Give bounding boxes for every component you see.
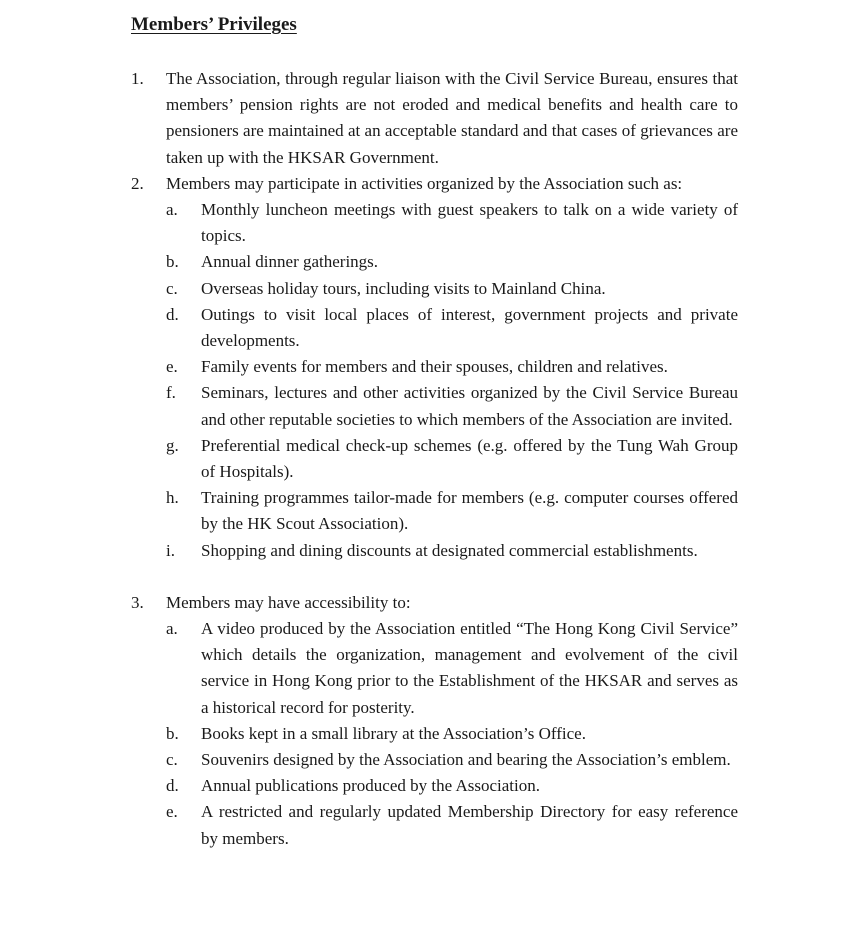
list-item xyxy=(166,721,738,747)
item-text: Souvenirs designed by the Association and bearing the Association’s emblem. xyxy=(201,750,731,770)
list-item xyxy=(166,354,738,380)
item-text: Members may have accessibility to: xyxy=(166,592,411,612)
item-letter: b. xyxy=(166,723,179,743)
item-text: A restricted and regularly updated Membership Directory for easy reference by members. xyxy=(201,802,738,848)
page-title: Members’ Privileges xyxy=(131,14,297,35)
item-text: Overseas holiday tours, including visits to Mainland China. xyxy=(201,278,606,298)
list-item xyxy=(166,616,738,721)
section-spacer xyxy=(131,564,738,590)
item-number: 2. xyxy=(131,173,144,193)
list-item xyxy=(166,380,738,432)
activities-sublist xyxy=(131,197,738,564)
item-text: Preferential medical check-up schemes (e.g. offered by the Tung Wah Group of Hospitals). xyxy=(201,435,738,482)
item-text: A video produced by the Association entitled “The Hong Kong Civil Service” which details the organization, management and evolvement of the civil service in Hong Kong prior to the Establishment of the HKSAR and serves as a historical record for posterity. xyxy=(201,619,738,717)
item-text: Books kept in a small library at the Association’s Office. xyxy=(201,723,586,743)
item-letter: e. xyxy=(166,357,178,377)
item-number: 1. xyxy=(131,69,144,88)
item-letter: f. xyxy=(166,383,176,403)
item-letter: b. xyxy=(166,252,179,272)
item-text: Annual dinner gatherings. xyxy=(201,252,379,272)
list-item xyxy=(166,747,738,773)
item-text: Monthly luncheon meetings with guest speakers to talk on a wide variety of topics. xyxy=(201,200,738,246)
item-text: Seminars, lectures and other activities organized by the Civil Service Bureau and other reputable societies to which members of the Association are invited. xyxy=(201,383,738,429)
item-text: Members may participate in activities organized by the Association such as: xyxy=(166,173,683,193)
accessibility-sublist xyxy=(131,616,738,852)
list-item xyxy=(166,433,738,485)
list-item xyxy=(166,485,738,537)
list-item xyxy=(166,773,738,799)
item-letter: h. xyxy=(166,488,179,508)
item-text: Training programmes tailor-made for members (e.g. computer courses offered by the HK Scout Association). xyxy=(201,488,738,534)
sublist-indent xyxy=(131,197,738,564)
item-text: Annual publications produced by the Association. xyxy=(201,776,540,796)
item-letter: i. xyxy=(166,540,175,560)
item-letter: a. xyxy=(166,619,178,639)
item-text: Family events for members and their spouses, children and relatives. xyxy=(201,357,668,377)
item-letter: d. xyxy=(166,776,179,796)
item-letter: a. xyxy=(166,200,178,220)
item-number: 3. xyxy=(131,592,144,612)
list-item xyxy=(166,276,738,302)
item-letter: g. xyxy=(166,435,179,455)
item-text: Outings to visit local places of interest, government projects and private developments. xyxy=(201,304,738,351)
item-text: The Association, through regular liaison with the Civil Service Bureau, ensures that members’ pension rights are not eroded and medical benefits and health care to pensioners are maintained at an acceptable standard and that cases of grievances are taken up with the HKSAR Government. xyxy=(166,69,738,167)
privilege-item-2 xyxy=(131,171,738,197)
item-text: Shopping and dining discounts at designated commercial establishments. xyxy=(201,540,698,560)
list-item xyxy=(166,249,738,275)
privileges-list xyxy=(131,66,738,852)
list-item xyxy=(166,799,738,851)
item-letter: c. xyxy=(166,750,178,770)
list-item xyxy=(166,197,738,249)
privilege-item-3 xyxy=(131,590,738,616)
privilege-item-1 xyxy=(131,66,738,171)
item-letter: c. xyxy=(166,278,178,298)
list-item xyxy=(166,302,738,354)
item-letter: e. xyxy=(166,802,178,822)
item-letter: d. xyxy=(166,304,179,324)
sublist-indent xyxy=(131,616,738,852)
list-item xyxy=(166,538,738,564)
